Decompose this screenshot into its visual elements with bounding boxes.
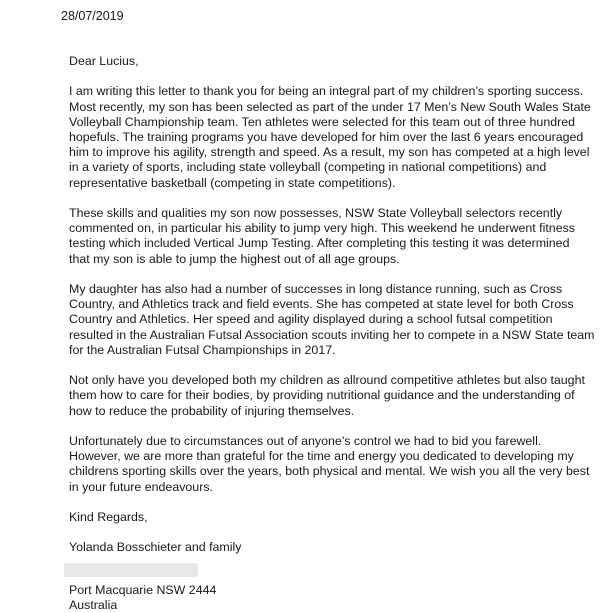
text-line: in a variety of sports, including state volleyball (competing in national competitions) and xyxy=(69,160,547,175)
text-line: Most recently, my son has been selected as part of the under 17 Men’s New South Wales State xyxy=(69,99,591,114)
paragraph-5 xyxy=(69,434,590,495)
signature: Yolanda Bosschieter and family xyxy=(69,540,242,555)
text-line: commented on, in particular his ability to jump very high. This weekend he underwent fitness xyxy=(69,221,575,236)
address-country: Australia xyxy=(69,597,118,612)
text-line: My daughter has also had a number of successes in long distance running, such as Cross xyxy=(69,282,563,296)
text-line: Country and Athletics. Her speed and agility displayed during a school futsal competition xyxy=(69,312,553,327)
letter-body xyxy=(69,54,595,613)
paragraph-2 xyxy=(69,206,575,267)
text-line: These skills and qualities my son now possesses, NSW State Volleyball selectors recently xyxy=(69,206,563,220)
salutation: Dear Lucius, xyxy=(69,54,139,68)
address-block xyxy=(69,583,569,613)
text-line: for the Australian Futsal Championships in 2017. xyxy=(69,342,336,357)
text-line: Volleyball Championship team. Ten athletes were selected for this team out of three hundred xyxy=(69,114,576,129)
address-city: Port Macquarie NSW 2444 xyxy=(69,582,217,597)
paragraph-3 xyxy=(69,282,595,358)
text-line: how to reduce the probability of injuring themselves. xyxy=(69,403,355,418)
text-line: I am writing this letter to thank you for being an integral part of my children’s sporting success. xyxy=(69,84,584,99)
text-line: representative basketball (competing in state competitions). xyxy=(69,175,396,190)
text-line: Unfortunately due to circumstances out of anyone’s control we had to bid you farewell. xyxy=(69,434,542,448)
letter-date: 28/07/2019 xyxy=(61,9,124,23)
text-line: resulted in the Australian Futsal Association scouts inviting her to compete in a NSW State team xyxy=(69,327,595,342)
text-line: childrens sporting skills over the years, both physical and mental. We wish you all the very best xyxy=(69,464,590,479)
text-line: in your future endeavours. xyxy=(69,479,213,494)
paragraph-4 xyxy=(69,373,585,419)
text-line: hopefuls. The training programs you have developed for him over the last 6 years encouraged xyxy=(69,130,584,144)
text-line: him to improve his agility, strength and speed. As a result, my son has competed at a high level xyxy=(69,145,590,160)
text-line: Not only have you developed both my children as allround competitive athletes but also taught xyxy=(69,373,585,388)
redacted-block xyxy=(64,563,198,577)
text-line: that my son is able to jump the highest out of all age groups. xyxy=(69,251,400,266)
closing: Kind Regards, xyxy=(69,510,148,524)
text-line: testing which included Vertical Jump Testing. After completing this testing it was determined xyxy=(69,236,570,251)
text-line: However, we are more than grateful for the time and energy you dedicated to developing my xyxy=(69,449,574,464)
text-line: them how to care for their bodies, by providing nutritional guidance and the understanding of xyxy=(69,388,575,403)
text-line: Country, and Athletics track and field events. She has competed at state level for both Cross xyxy=(69,297,574,312)
paragraph-1 xyxy=(69,84,591,190)
